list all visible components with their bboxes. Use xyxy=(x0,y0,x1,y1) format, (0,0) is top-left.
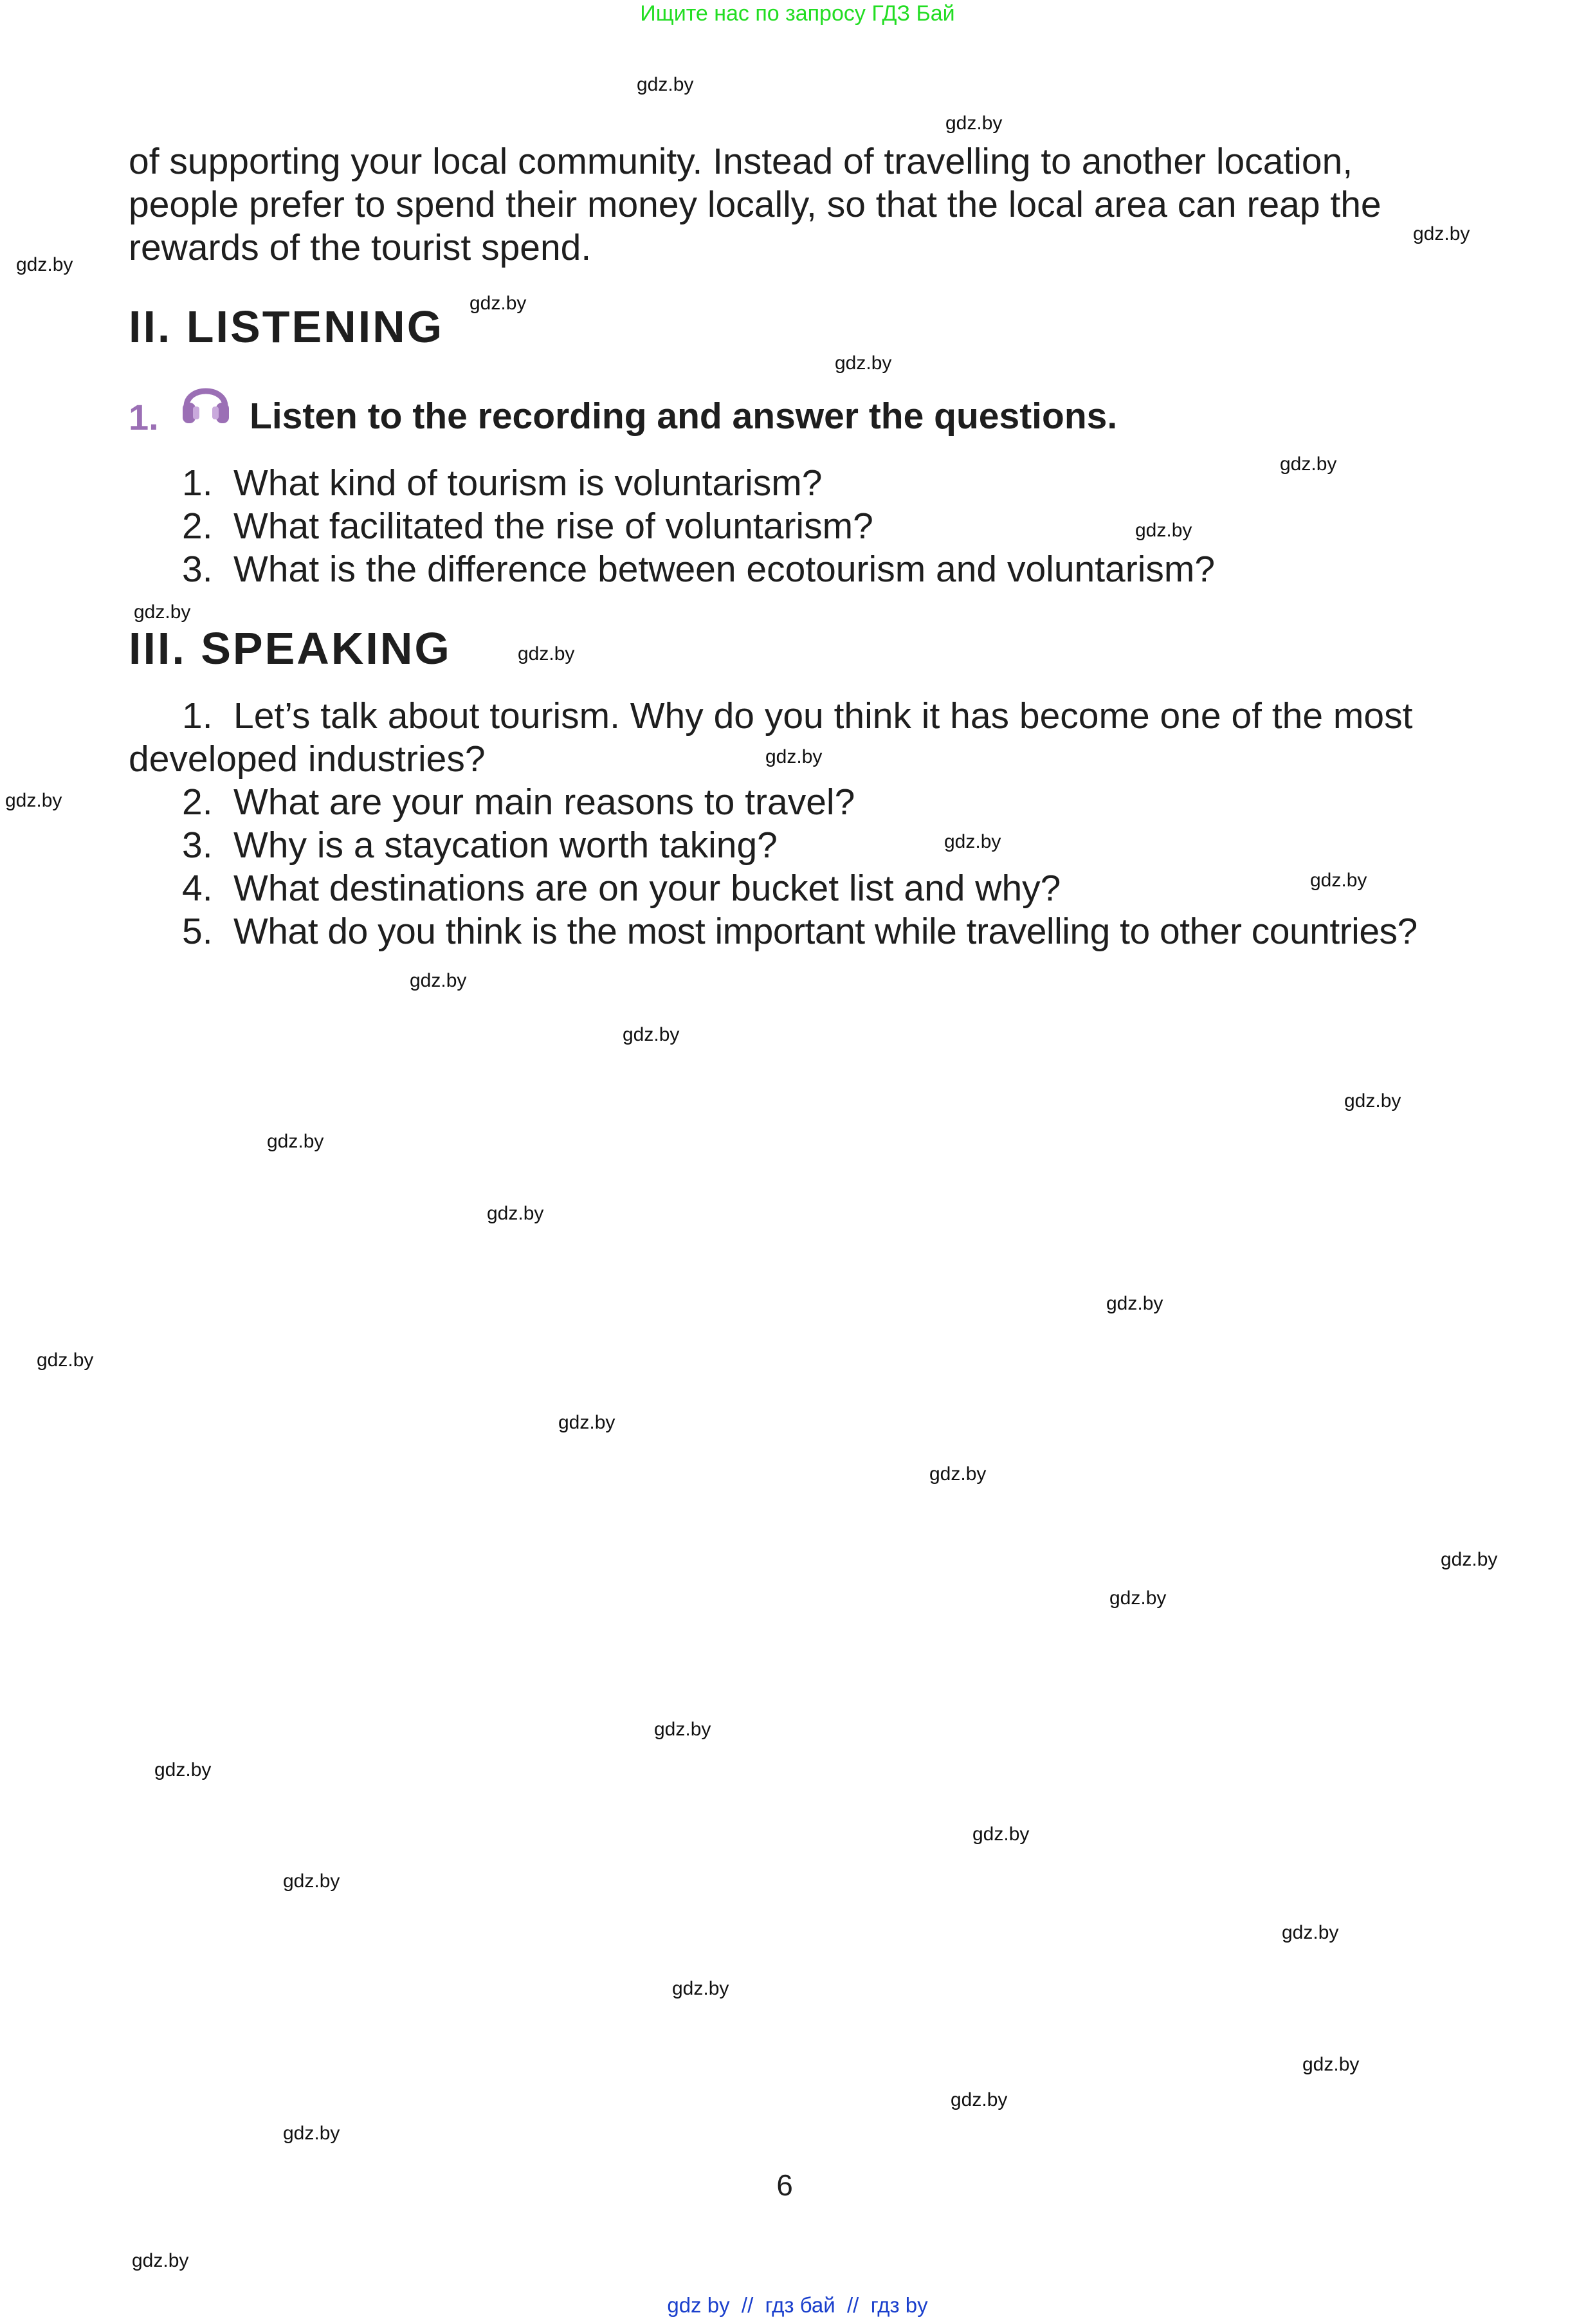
speaking-question-number: 5. xyxy=(182,911,213,952)
watermark: gdz.by xyxy=(637,74,694,95)
watermark: gdz.by xyxy=(1106,1293,1163,1314)
listening-question-number: 2. xyxy=(182,506,213,547)
listening-question: What kind of tourism is voluntarism? xyxy=(233,462,823,504)
listening-question: What is the difference between ecotourism and voluntarism? xyxy=(233,549,1216,590)
speaking-question: Let’s talk about tourism. Why do you think it has become one of the most xyxy=(233,695,1413,737)
footer-links xyxy=(0,2293,1595,2318)
speaking-question: Why is a staycation worth taking? xyxy=(233,825,778,866)
watermark: gdz.by xyxy=(945,113,1003,134)
headphones-icon xyxy=(179,374,233,428)
watermark: gdz.by xyxy=(951,2089,1008,2110)
footer-link-gdz-by-cyr[interactable]: гдз by xyxy=(870,2293,928,2317)
footer-separator: // xyxy=(741,2293,754,2317)
intro-line-1: of supporting your local community. Instead of travelling to another location, xyxy=(129,141,1353,182)
listening-heading: II. LISTENING xyxy=(129,302,444,352)
watermark: gdz.by xyxy=(267,1131,324,1152)
watermark: gdz.by xyxy=(1282,1922,1339,1943)
watermark: gdz.by xyxy=(944,831,1001,852)
speaking-question: What destinations are on your bucket list and why? xyxy=(233,868,1061,909)
speaking-question-number: 2. xyxy=(182,782,213,823)
watermark: gdz.by xyxy=(1280,453,1337,475)
speaking-question-number: 4. xyxy=(182,868,213,909)
watermark: gdz.by xyxy=(1302,2054,1360,2075)
watermark: gdz.by xyxy=(37,1350,94,1371)
watermark: gdz.by xyxy=(654,1719,711,1740)
watermark: gdz.by xyxy=(1310,870,1367,891)
listening-exercise-number: 1. xyxy=(129,397,159,437)
watermark: gdz.by xyxy=(134,601,191,623)
watermark: gdz.by xyxy=(623,1024,680,1045)
listening-question-number: 1. xyxy=(182,462,213,504)
listening-exercise-title: Listen to the recording and answer the questions. xyxy=(250,396,1118,437)
listening-question-number: 3. xyxy=(182,549,213,590)
footer-link-gdz-bai[interactable]: гдз бай xyxy=(765,2293,835,2317)
watermark: gdz.by xyxy=(487,1203,544,1224)
footer-separator: // xyxy=(847,2293,859,2317)
watermark: gdz.by xyxy=(283,1871,340,1892)
page-number: 6 xyxy=(776,2168,793,2202)
watermark: gdz.by xyxy=(929,1463,987,1485)
watermark: gdz.by xyxy=(672,1978,729,1999)
speaking-question-number: 1. xyxy=(182,695,213,737)
watermark: gdz.by xyxy=(1344,1090,1401,1112)
top-banner[interactable]: Ищите нас по запросу ГДЗ Бай xyxy=(640,1,955,26)
watermark: gdz.by xyxy=(765,746,823,767)
watermark: gdz.by xyxy=(558,1412,615,1433)
watermark: gdz.by xyxy=(972,1824,1030,1845)
speaking-question-continuation: developed industries? xyxy=(129,738,486,780)
speaking-question: What are your main reasons to travel? xyxy=(233,782,855,823)
footer-link-gdz-by[interactable]: gdz by xyxy=(667,2293,730,2317)
watermark: gdz.by xyxy=(5,790,62,811)
watermark: gdz.by xyxy=(410,970,467,991)
speaking-question: What do you think is the most important while travelling to other countries? xyxy=(233,911,1417,952)
listening-question: What facilitated the rise of voluntarism? xyxy=(233,506,873,547)
watermark: gdz.by xyxy=(1441,1549,1498,1570)
watermark: gdz.by xyxy=(1109,1587,1167,1609)
watermark: gdz.by xyxy=(132,2250,189,2271)
watermark: gdz.by xyxy=(1135,520,1192,541)
watermark: gdz.by xyxy=(154,1759,212,1780)
speaking-heading: III. SPEAKING xyxy=(129,623,451,673)
intro-line-2: people prefer to spend their money locally, so that the local area can reap the xyxy=(129,184,1381,225)
watermark: gdz.by xyxy=(469,293,527,314)
speaking-question-number: 3. xyxy=(182,825,213,866)
watermark: gdz.by xyxy=(16,254,73,275)
intro-line-3: rewards of the tourist spend. xyxy=(129,227,592,268)
watermark: gdz.by xyxy=(283,2123,340,2144)
watermark: gdz.by xyxy=(835,352,892,374)
watermark: gdz.by xyxy=(1413,223,1470,244)
watermark: gdz.by xyxy=(518,643,575,664)
